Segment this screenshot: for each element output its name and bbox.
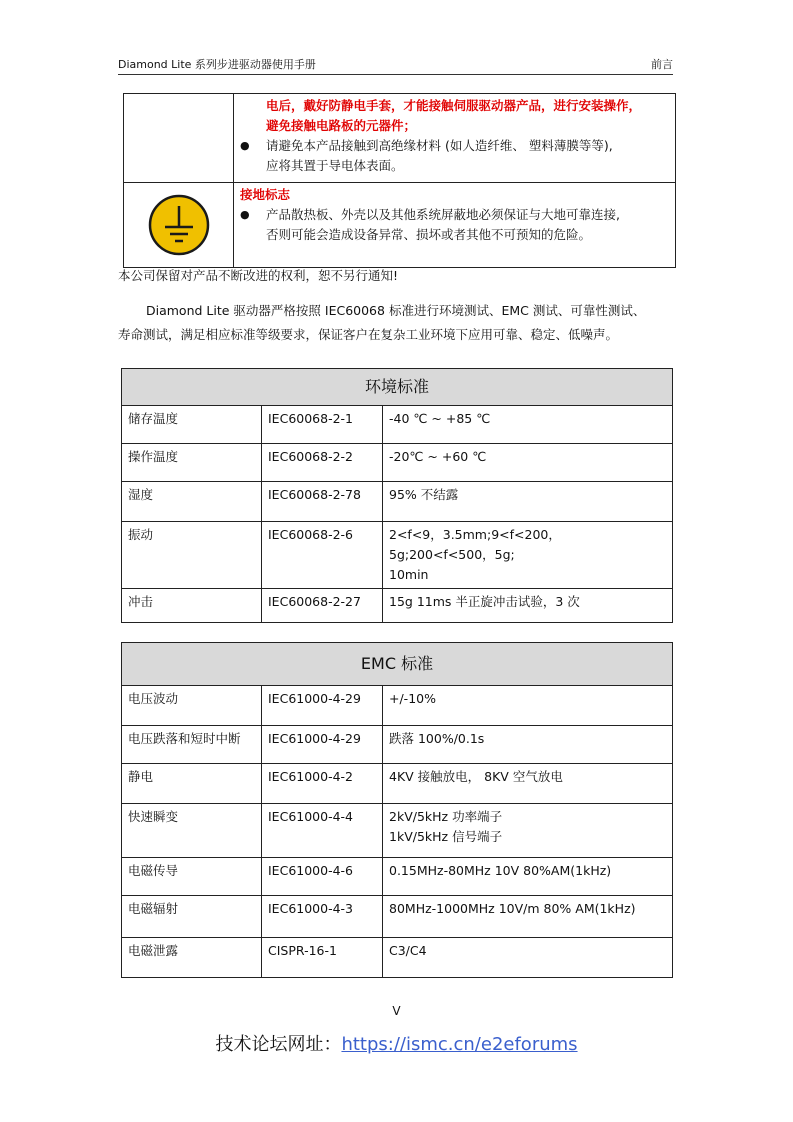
row-name: 湿度 xyxy=(122,482,262,522)
row-standard: IEC61000-4-3 xyxy=(262,896,383,938)
emc-table xyxy=(121,642,673,978)
row-standard: IEC61000-4-6 xyxy=(262,858,383,896)
row-name: 操作温度 xyxy=(122,444,262,482)
row-name: 电磁泄露 xyxy=(122,938,262,978)
row-name: 电磁辐射 xyxy=(122,896,262,938)
ground-icon xyxy=(148,194,210,256)
environment-table xyxy=(121,368,673,623)
safety-row-esd xyxy=(124,94,676,183)
page-footer xyxy=(0,1030,793,1056)
row-standard: IEC60068-2-1 xyxy=(262,406,383,444)
bullet-icon: ● xyxy=(240,139,250,152)
emc-table-title: EMC 标准 xyxy=(122,643,673,686)
row-standard: IEC61000-4-29 xyxy=(262,726,383,764)
list-item xyxy=(240,205,669,225)
row-standard: IEC60068-2-6 xyxy=(262,522,383,589)
ground-warning-cont: 否则可能会造成设备异常、损坏或者其他不可预知的危险。 xyxy=(266,227,592,242)
ground-title: 接地标志 xyxy=(240,187,291,202)
row-standard: IEC61000-4-4 xyxy=(262,804,383,858)
row-value: -40 ℃ ~ +85 ℃ xyxy=(383,406,673,444)
forum-link[interactable]: https://ismc.cn/e2eforums xyxy=(341,1034,578,1055)
row-name: 电磁传导 xyxy=(122,858,262,896)
row-value xyxy=(383,522,673,589)
table-row xyxy=(122,858,673,896)
row-name: 静电 xyxy=(122,764,262,804)
row-value: 0.15MHz-80MHz 10V 80%AM(1kHz) xyxy=(383,858,673,896)
notice-text: 本公司保留对产品不断改进的权利，恕不另行通知! xyxy=(118,268,399,283)
row-value-line2: 10min xyxy=(389,567,429,582)
row-standard: IEC61000-4-2 xyxy=(262,764,383,804)
row-value-line1: 2<f<9，3.5mm;9<f<200，5g;200<f<500，5g; xyxy=(389,527,561,562)
row-name: 振动 xyxy=(122,522,262,589)
row-value: 95% 不结露 xyxy=(383,482,673,522)
table-row xyxy=(122,804,673,858)
table-row xyxy=(122,589,673,623)
insulation-warning: 请避免本产品接触到高绝缘材料 (如人造纤维、 塑料薄膜等等), xyxy=(266,138,613,153)
row-standard: IEC60068-2-27 xyxy=(262,589,383,623)
forum-label: 技术论坛网址： xyxy=(215,1034,342,1055)
row-name: 储存温度 xyxy=(122,406,262,444)
list-item xyxy=(240,136,669,156)
row-value-line1: 2kV/5kHz 功率端子 xyxy=(389,809,503,824)
row-value: 4KV 接触放电， 8KV 空气放电 xyxy=(383,764,673,804)
table-row xyxy=(122,406,673,444)
row-value: -20℃ ~ +60 ℃ xyxy=(383,444,673,482)
row-standard: IEC60068-2-2 xyxy=(262,444,383,482)
row-standard: IEC60068-2-78 xyxy=(262,482,383,522)
table-row xyxy=(122,726,673,764)
table-row xyxy=(122,938,673,978)
page-number: V xyxy=(392,1004,401,1018)
row-standard: IEC61000-4-29 xyxy=(262,686,383,726)
row-value xyxy=(383,804,673,858)
ground-warning: 产品散热板、外壳以及其他系统屏蔽地必须保证与大地可靠连接, xyxy=(266,207,620,222)
row-name: 快速瞬变 xyxy=(122,804,262,858)
table-row xyxy=(122,482,673,522)
manual-title: Diamond Lite 系列步进驱动器使用手册 xyxy=(118,58,316,71)
insulation-warning-cont: 应将其置于导电体表面。 xyxy=(266,158,404,173)
row-value: 80MHz-1000MHz 10V/m 80% AM(1kHz) xyxy=(383,896,673,938)
intro-line2: 寿命测试，满足相应标准等级要求，保证客户在复杂工业环境下应用可靠、稳定、低噪声。 xyxy=(118,327,619,342)
bullet-icon: ● xyxy=(240,208,250,221)
row-value-line2: 1kV/5kHz 信号端子 xyxy=(389,829,503,844)
safety-table xyxy=(123,93,676,268)
esd-warning-line1: 电后，戴好防静电手套，才能接触伺服驱动器产品，进行安装操作， xyxy=(266,98,642,113)
row-name: 电压波动 xyxy=(122,686,262,726)
row-value: 15g 11ms 半正旋冲击试验，3 次 xyxy=(383,589,673,623)
row-value: C3/C4 xyxy=(383,938,673,978)
table-row xyxy=(122,686,673,726)
table-row xyxy=(122,764,673,804)
table-row xyxy=(122,522,673,589)
safety-row-ground xyxy=(124,183,676,268)
table-row xyxy=(122,896,673,938)
page-header xyxy=(118,54,673,75)
row-standard: CISPR-16-1 xyxy=(262,938,383,978)
intro-line1: Diamond Lite 驱动器严格按照 IEC60068 标准进行环境测试、EMC 测试、可靠性测试、 xyxy=(146,303,646,318)
row-name: 电压跌落和短时中断 xyxy=(122,726,262,764)
section-title: 前言 xyxy=(651,58,673,71)
esd-warning-line2: 避免接触电路板的元器件； xyxy=(266,118,417,133)
row-value: 跌落 100%/0.1s xyxy=(383,726,673,764)
environment-table-title: 环境标准 xyxy=(122,369,673,406)
table-row xyxy=(122,444,673,482)
row-value: +/-10% xyxy=(383,686,673,726)
row-name: 冲击 xyxy=(122,589,262,623)
